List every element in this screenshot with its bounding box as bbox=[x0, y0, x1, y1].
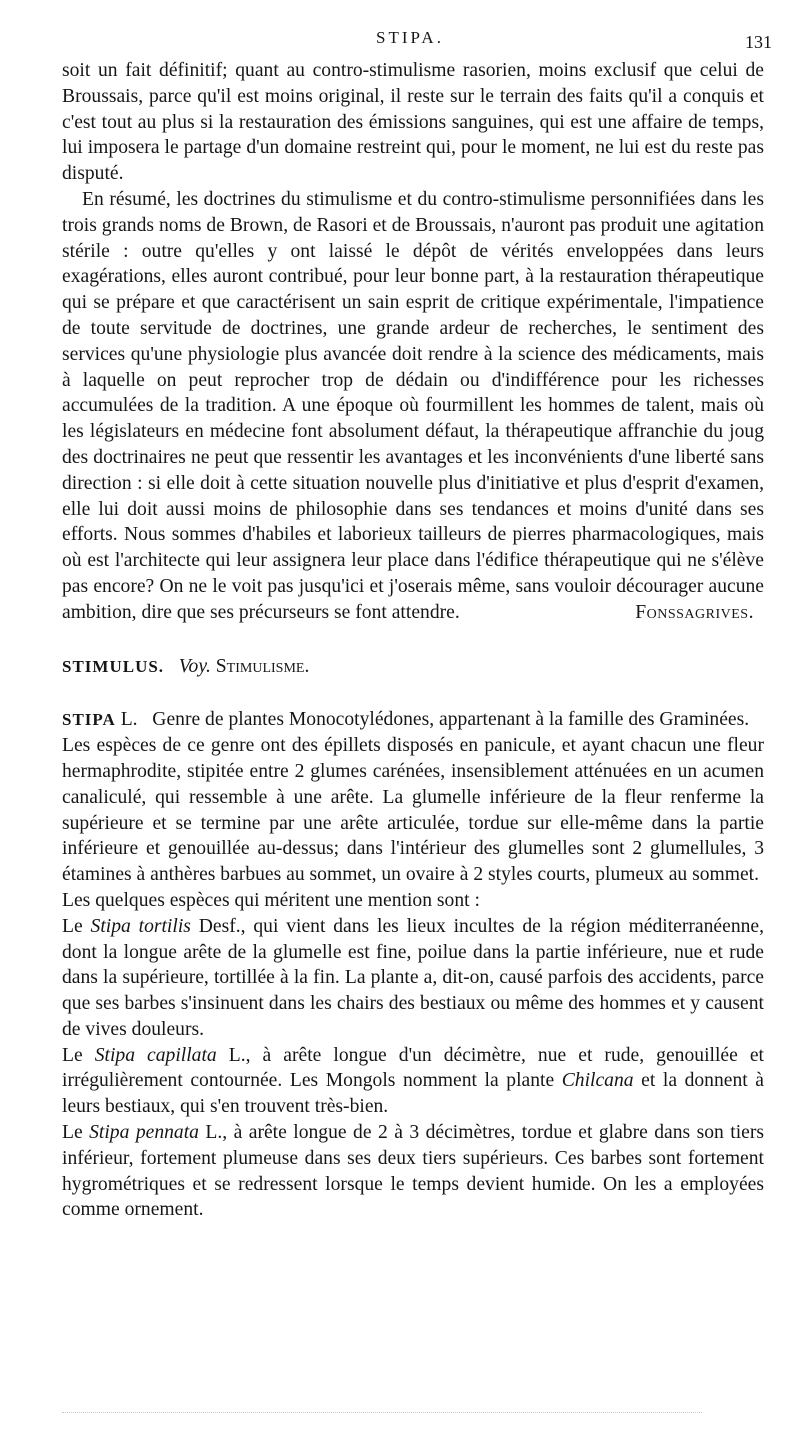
species-tortilis-lead: Le bbox=[62, 915, 83, 937]
entry-stipa bbox=[62, 707, 764, 733]
species-pennata-text: L., à arête longue de 2 à 3 décimètres, tordue et glabre dans son tiers inférieur, fortement plumeuse dans ses deux tiers supérieurs. Ces barbes sont fortement hygrométriques et se redressent lorsque le temps devient humide. On les a employées comme ornement. bbox=[62, 1122, 764, 1221]
mongol-plant-name: Chilcana bbox=[561, 1070, 634, 1092]
stipa-description-paragraph: Les espèces de ce genre ont des épillets disposés en panicule, et ayant chacun une fleur hermaphrodite, stipitée entre 2 glumes carénées, insensiblement atténuées en un acumen canaliculé, qui ressemble à une arête. La glumelle inférieure de la fleur renferme la supérieure et se termine par une arête articulée, tordue sur elle-même dans la partie inférieure et genouillée au-dessus; dans l'intérieur des glumelles sont 2 glumellules, 3 étamines à anthères barbues au sommet, un ovaire à 2 styles courts, plumeux au sommet. bbox=[62, 735, 764, 886]
species-capillata-text-end: et la donnent à leurs bestiaux, qui s'en trouvent très-bien. bbox=[62, 1070, 764, 1118]
species-pennata-paragraph bbox=[62, 1120, 764, 1223]
body-text bbox=[62, 58, 764, 1223]
see-also-voy: Voy. bbox=[178, 655, 211, 677]
species-intro-paragraph: Les quelques espèces qui méritent une mention sont : bbox=[62, 889, 480, 911]
summary-text: En résumé, les doctrines du stimulisme et du contro-stimulisme personnifiées dans les trois grands noms de Brown, de Rasori et de Broussais, n'auront pas produit une agitation stérile : outre qu'elles y ont laissé le dépôt de vérités enveloppées dans leurs exagérations, elles auront contribué, pour leur bonne part, à la restauration thérapeutique qui se prépare et que caractérisent un sain esprit de critique expérimentale, l'impatience de toute servitude de doctrines, une grande ardeur de recherches, le sentiment des services qu'une physiologie plus avancée doit rendre à la science des médicaments, mais à laquelle on peut reprocher trop de dédain ou d'indifférence pour les richesses accumulées de la tradition. A une époque où fourmillent les hommes de talent, mais où les législateurs en médecine font absolument défaut, la thérapeutique affranchie du joug des doctrinaires ne peut que ressentir les avantages et les inconvénients d'une liberté sans direction : si elle doit à cette situation nouvelle plus d'initiative et plus d'esprit d'examen, elle lui doit aussi moins de philosophie dans ses tendances et moins d'unité dans ses efforts. Nous sommes d'habiles et laborieux tailleurs de pierres pharmacologiques, mais où est l'architecte qui leur assignera leur place dans l'édifice thérapeutique qui ne s'élève pas encore? On ne le voit pas jusqu'ici et j'oserais même, sans vouloir décourager aucune ambition, dire que ses précurseurs se font attendre. bbox=[62, 188, 764, 623]
running-title: STIPA. bbox=[376, 28, 444, 47]
species-pennata-lead: Le bbox=[62, 1122, 83, 1144]
species-capillata-name: Stipa capillata bbox=[94, 1044, 217, 1066]
species-pennata-name: Stipa pennata bbox=[89, 1122, 199, 1144]
author-signature: Fonssagrives. bbox=[635, 601, 754, 623]
species-tortilis-text: Desf., qui vient dans les lieux incultes de la région méditerranéenne, dont la longue arête de la glumelle est fine, poilue dans la partie inférieure, nue et rude dans la supérieure, tortillée à la fin. La plante a, dit-on, causé parfois des accidents, parce que ses barbes s'insinuent dans les chairs des bestiaux ou même des hommes et y causent de vives douleurs. bbox=[62, 915, 765, 1040]
headword-author: L. bbox=[120, 709, 138, 731]
bleed-through-rule bbox=[62, 1412, 702, 1413]
cross-reference: Stimulisme. bbox=[215, 655, 310, 677]
headword-stipa: STIPA bbox=[62, 710, 116, 730]
species-capillata-lead: Le bbox=[62, 1044, 83, 1066]
entry-definition: Genre de plantes Monocotylédones, appartenant à la famille des Graminées. bbox=[152, 709, 750, 731]
headword-stimulus: STIMULUS. bbox=[62, 656, 165, 676]
running-header bbox=[40, 28, 780, 54]
page-number: 131 bbox=[745, 32, 772, 52]
entry-stimulus bbox=[62, 654, 764, 680]
species-tortilis-paragraph bbox=[62, 914, 764, 1043]
summary-paragraph bbox=[62, 187, 764, 626]
species-tortilis-name: Stipa tortilis bbox=[90, 915, 191, 937]
species-capillata-text: L., à arête longue d'un décimètre, nue et rude, genouillée et irrégulièrement contournée. Les Mongols nomment la plante bbox=[62, 1044, 764, 1092]
species-capillata-paragraph bbox=[62, 1043, 764, 1120]
continuation-paragraph: soit un fait définitif; quant au contro-stimulisme rasorien, moins exclusif que celui de Broussais, parce qu'il est moins original, il reste sur le terrain des faits qu'il a conquis et c'est tout au plus si la restauration des émissions sanguines, qui est une affaire de temps, lui imposera le partage d'un domaine restreint qui, pour le moment, ne lui est du reste pas disputé. bbox=[62, 60, 764, 185]
